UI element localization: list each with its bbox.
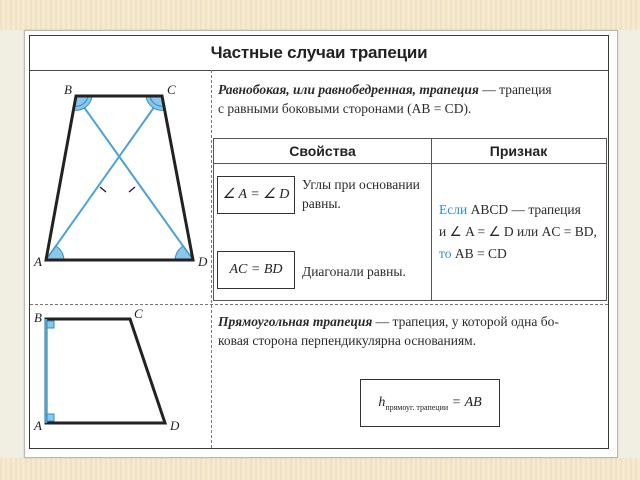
property2-text: Диагонали равны. xyxy=(302,264,406,279)
rect-vertex-label-a: A xyxy=(34,418,42,433)
sign-text xyxy=(439,199,607,265)
vertex-label-b: B xyxy=(64,82,72,97)
sign-line3: AB = CD xyxy=(451,246,507,261)
vertex-label-d: D xyxy=(198,254,208,269)
height-formula-subscript: прямоуг. трапеции xyxy=(385,402,449,412)
sign-if-word: Если xyxy=(439,202,468,217)
page-title: Частные случаи трапеции xyxy=(30,36,608,71)
property1-formula-box: ∠ A = ∠ D xyxy=(217,176,295,214)
isosceles-term: Равнобокая, или равнобедренная, трапеция xyxy=(218,82,479,97)
rect-vertex-label-b: B xyxy=(34,310,42,325)
content-card xyxy=(29,35,609,449)
height-formula-h: h xyxy=(378,395,386,410)
properties-table xyxy=(213,138,607,301)
property1-text-line2: равны. xyxy=(302,196,341,211)
rectangular-term: Прямоугольная трапеция xyxy=(218,314,373,329)
property2-formula-box: AC = BD xyxy=(217,251,295,289)
vertex-label-a: A xyxy=(34,254,42,269)
isosceles-definition-line2: с равными боковыми сторонами (AB = CD). xyxy=(218,101,472,116)
vertex-label-c: C xyxy=(167,82,176,97)
slide xyxy=(24,30,618,458)
property1-text xyxy=(302,175,430,213)
height-formula-box xyxy=(360,379,500,427)
sign-line1: ABCD — трапеция xyxy=(467,202,581,217)
rect-vertex-label-c: C xyxy=(134,306,143,321)
height-formula-rhs: = AB xyxy=(448,395,482,410)
sign-then-word: то xyxy=(439,246,452,261)
rectangular-trapezoid-figure xyxy=(30,304,211,448)
property1-text-line1: Углы при основании xyxy=(302,177,420,192)
background-stripe-bottom xyxy=(0,458,640,480)
isosceles-definition-line1: — трапеция xyxy=(478,82,552,97)
background-stripe-top xyxy=(0,0,640,30)
rectangular-definition xyxy=(218,312,606,350)
header-properties: Свойства xyxy=(214,139,431,164)
header-sign: Признак xyxy=(431,139,606,164)
rectangular-definition-line1: — трапеция, у которой одна бо- xyxy=(372,314,559,329)
rectangular-definition-line2: ковая сторона перпендикулярна основаниям. xyxy=(218,333,477,348)
rect-vertex-label-d: D xyxy=(170,418,180,433)
isosceles-trapezoid-figure xyxy=(30,70,211,304)
table-column-divider xyxy=(431,139,432,300)
section-divider-vertical xyxy=(211,70,212,448)
sign-line2: и ∠ A = ∠ D или AC = BD, xyxy=(439,224,597,239)
isosceles-definition xyxy=(218,80,606,118)
